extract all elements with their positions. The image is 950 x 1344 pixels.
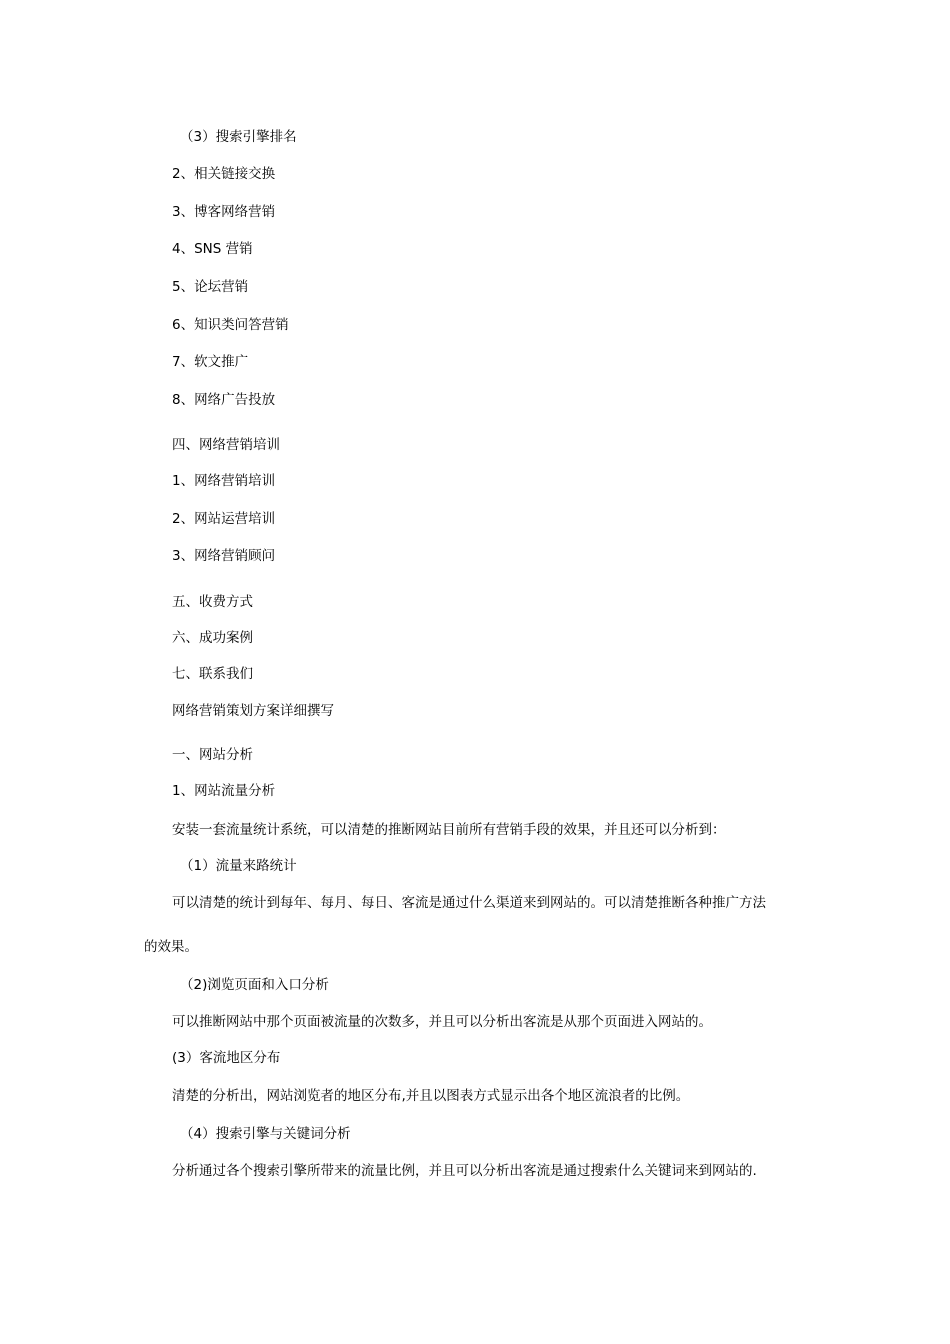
item-forum-marketing: 5、论坛营销 — [172, 279, 249, 295]
paragraph-traffic-sources-cont: 的效果。 — [144, 939, 198, 955]
subheading-page-entry: （2)浏览页面和入口分析 — [180, 977, 329, 993]
subheading-region: (3）客流地区分布 — [172, 1050, 281, 1066]
section-heading-site-analysis: 一、网站分析 — [172, 747, 253, 763]
paragraph-region: 清楚的分析出，网站浏览者的地区分布,并且以图表方式显示出各个地区流浪者的比例。 — [172, 1088, 690, 1104]
item-marketing-training: 1、网络营销培训 — [172, 473, 276, 489]
item-site-ops-training: 2、网站运营培训 — [172, 511, 276, 527]
paragraph-traffic-sources: 可以清楚的统计到每年、每月、每日、客流是通过什么渠道来到网站的。可以清楚推断各种推广方法 — [172, 895, 766, 911]
paragraph-search-keywords: 分析通过各个搜索引擎所带来的流量比例，并且可以分析出客流是通过搜索什么关键词来到网站的. — [172, 1163, 757, 1179]
item-online-ads: 8、网络广告投放 — [172, 392, 276, 408]
section-heading-contact: 七、联系我们 — [172, 666, 253, 682]
document-title: 网络营销策划方案详细撰写 — [172, 703, 334, 719]
item-marketing-consultant: 3、网络营销顾问 — [172, 548, 276, 564]
subheading-traffic-sources: （1）流量来路统计 — [180, 858, 297, 874]
item-qa-marketing: 6、知识类问答营销 — [172, 317, 289, 333]
item-soft-article: 7、软文推广 — [172, 354, 249, 370]
subheading-search-keywords: （4）搜索引擎与关键词分析 — [180, 1126, 351, 1142]
section-heading-fees: 五、收费方式 — [172, 594, 253, 610]
section-heading-cases: 六、成功案例 — [172, 630, 253, 646]
item-search-ranking: （3）搜索引擎排名 — [180, 129, 297, 145]
item-link-exchange: 2、相关链接交换 — [172, 166, 276, 182]
paragraph-page-entry: 可以推断网站中那个页面被流量的次数多，并且可以分析出客流是从那个页面进入网站的。 — [172, 1014, 712, 1030]
item-sns-marketing: 4、SNS 营销 — [172, 241, 253, 257]
subheading-traffic-analysis: 1、网站流量分析 — [172, 783, 276, 799]
section-heading-training: 四、网络营销培训 — [172, 437, 280, 453]
item-blog-marketing: 3、博客网络营销 — [172, 204, 276, 220]
paragraph-install-stats: 安装一套流量统计系统，可以清楚的推断网站目前所有营销手段的效果，并且还可以分析到： — [172, 822, 726, 838]
